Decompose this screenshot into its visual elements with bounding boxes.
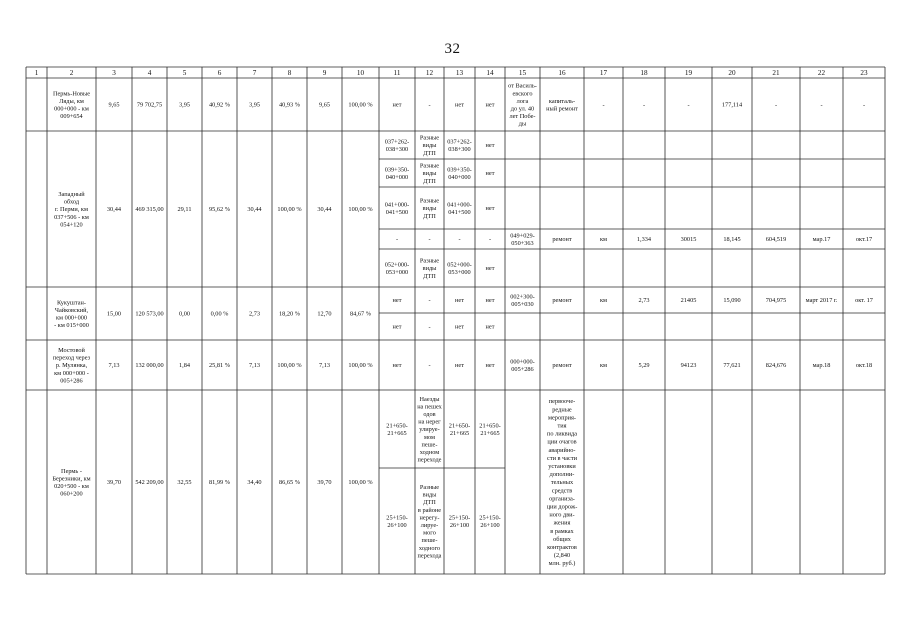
cell-text: нет (485, 323, 495, 331)
cell-text: нет (485, 142, 495, 150)
cell-text: Разные виды ДТП в районе нерегу-лируе-мого пеше-ходного перехода (417, 484, 442, 560)
cell-text: нет (485, 170, 495, 178)
cell-text: 002+300-005+030 (510, 293, 535, 308)
cell-text: - (428, 362, 431, 370)
column-number: 22 (817, 69, 826, 77)
cell-text: 037+262-038+300 (447, 138, 472, 153)
cell-value: 95,62 % (209, 206, 230, 214)
column-number: 15 (518, 69, 527, 77)
cell-text: нет (455, 323, 464, 331)
road-name: Пермь-Новые Ляды, км 000+000 - км 009+654 (52, 90, 91, 121)
cell-text: нет (485, 265, 495, 273)
cell-value: 0,00 % (210, 310, 229, 318)
column-number: 19 (684, 69, 693, 77)
cell-value: 86,65 % (279, 479, 300, 487)
cell-text: 30015 (680, 236, 697, 244)
cell-value: 18,20 % (279, 310, 300, 318)
cell-text: - (458, 236, 461, 244)
column-number: 3 (112, 69, 116, 77)
cell-text: нет (392, 297, 402, 305)
cell-value: 469 315,00 (135, 206, 164, 214)
cell-text: Разные виды ДТП (419, 257, 440, 280)
cell-text: - (395, 236, 399, 244)
cell-value: 2,73 (248, 310, 261, 318)
cell-text: нет (485, 297, 495, 305)
cell-value: 40,92 % (209, 101, 230, 109)
cell-text: нет (392, 101, 402, 109)
column-number: 12 (425, 69, 434, 77)
cell-value: 40,93 % (279, 101, 300, 109)
cell-text: - (774, 101, 778, 109)
column-number: 4 (147, 69, 152, 77)
cell-text: - (488, 236, 492, 244)
cell-text: окт.17 (855, 236, 873, 244)
cell-text: 177,114 (721, 101, 743, 109)
cell-value: 542 209,00 (135, 479, 164, 487)
cell-text: - (428, 236, 431, 244)
cell-text: 21+650-21+665 (479, 422, 501, 437)
cell-text: 18,145 (723, 236, 741, 244)
cell-text: нет (485, 101, 495, 109)
cell-value: 100,00 % (277, 362, 302, 370)
cell-value: 100,00 % (277, 206, 302, 214)
cell-value: 7,13 (318, 362, 331, 370)
cell-text: 604,519 (765, 236, 787, 244)
cell-text: капиталь-ный ремонт (546, 97, 578, 113)
cell-value: 9,65 (108, 101, 120, 109)
cell-text: окт.18 (855, 362, 873, 370)
cell-text: - (428, 323, 431, 331)
cell-value: 120 573,00 (135, 310, 164, 318)
cell-text: 052+000-053+000 (447, 261, 472, 276)
cell-text: - (428, 101, 431, 109)
cell-value: 39,70 (317, 479, 332, 487)
cell-value: 30,44 (247, 206, 262, 214)
cell-value: 3,95 (178, 101, 191, 109)
cell-text: Наезды на пешех одов на нерег улируе-мом пеше-ходном переходе (417, 395, 442, 464)
column-number: 14 (486, 69, 494, 77)
cell-value: 15,00 (106, 310, 122, 318)
cell-value: 79 702,75 (136, 101, 163, 109)
cell-text: 21+650-21+665 (386, 422, 408, 437)
cell-value: 1,84 (178, 362, 191, 370)
cell-text: - (602, 101, 605, 109)
cell-text: 15,090 (723, 297, 741, 305)
cell-text: нет (455, 362, 464, 370)
cell-text: 77,621 (723, 362, 741, 370)
cell-value: 100,00 % (348, 479, 373, 487)
column-number: 8 (287, 69, 292, 77)
cell-text: нет (392, 323, 402, 331)
cell-text: нет (392, 362, 402, 370)
cell-value: 3,95 (248, 101, 261, 109)
page-number: 32 (444, 41, 461, 57)
road-name: Пермь -Березники, км 020+500 - км 060+200 (52, 467, 91, 498)
cell-text: 21405 (680, 297, 697, 305)
cell-text: Разные виды ДТП (419, 134, 440, 157)
cell-text: км (599, 297, 608, 305)
cell-text: 000+000-005+286 (510, 358, 535, 373)
cell-value: 25,81 % (209, 362, 230, 370)
cell-value: 132 000,00 (135, 362, 164, 370)
cell-text: 037+262-038+300 (384, 138, 410, 153)
column-number: 21 (772, 69, 780, 77)
column-number: 7 (252, 69, 257, 77)
cell-text: Разные виды ДТП (419, 197, 440, 220)
column-number: 18 (640, 69, 648, 77)
cell-value: 39,70 (106, 479, 122, 487)
cell-text: - (687, 101, 690, 109)
cell-text: 1,334 (636, 236, 652, 244)
cell-value: 100,00 % (348, 206, 373, 214)
cell-text: км (599, 236, 608, 244)
road-name: Кукуштан-Чайковский, км 000+000 - км 015+000 (54, 299, 89, 330)
cell-text: нет (455, 101, 464, 109)
cell-text: 704,975 (765, 297, 787, 305)
column-number: 17 (599, 69, 608, 77)
cell-text: - (820, 101, 823, 109)
cell-value: 30,44 (106, 206, 122, 214)
road-name: Западный обход г. Перми, км 037+506 - км 054+120 (54, 191, 89, 229)
cell-value: 30,44 (317, 206, 332, 214)
column-number: 2 (69, 69, 74, 77)
cell-text: - (428, 297, 431, 305)
cell-value: 29,11 (177, 206, 192, 214)
cell-text: 25+150-26+100 (448, 514, 471, 529)
column-number: 5 (182, 69, 187, 77)
column-number: 16 (558, 69, 566, 77)
cell-text: 2,73 (638, 297, 650, 305)
cell-text: 824,676 (765, 362, 787, 370)
cell-value: 9,65 (318, 101, 331, 109)
cell-value: 100,00 % (348, 101, 373, 109)
column-number: 23 (860, 69, 868, 77)
cell-value: 81,99 % (209, 479, 230, 487)
cell-text: 049+029-050+363 (510, 232, 535, 247)
column-number: 6 (217, 69, 222, 77)
cell-text: км (599, 362, 608, 370)
cell-text: 041+000-041+500 (384, 201, 410, 216)
cell-value: 7,13 (108, 362, 120, 370)
cell-text: март 2017 г. (805, 297, 838, 305)
road-name: Мостовой переход через р. Мулянка, км 000+000 -005+286 (52, 347, 91, 385)
cell-text: 25+150-26+100 (479, 514, 501, 529)
cell-text: - (642, 101, 646, 109)
column-number: 13 (455, 69, 464, 77)
measures-text: первооче-редные мероприя-тия по ликвида ции очагов аварийно-сти в части установки дополни-тельных средств организа-ции дорож-ного дви-жения в рамках общих контрактов (2,840 млн. руб.) (546, 398, 578, 568)
cell-value: 12,70 (317, 310, 332, 318)
cell-text: нет (485, 205, 495, 213)
cell-text: ремонт (552, 236, 572, 244)
cell-text: - (862, 101, 866, 109)
cell-text: ремонт (552, 362, 572, 370)
column-number: 11 (393, 69, 401, 77)
cell-value: 34,40 (247, 479, 262, 487)
cell-value: 7,13 (248, 362, 261, 370)
cell-text: 041+000-041+500 (447, 201, 472, 216)
column-number: 1 (34, 69, 39, 77)
cell-text: нет (485, 362, 495, 370)
cell-text: Разные виды ДТП (419, 162, 440, 185)
cell-value: 32,55 (177, 479, 192, 487)
cell-text: 039+350-040+000 (384, 166, 410, 181)
cell-text: 052+000-053+000 (384, 261, 410, 276)
cell-text: окт. 17 (855, 297, 873, 305)
cell-text: ремонт (552, 297, 572, 305)
column-number: 20 (728, 69, 736, 77)
column-number: 10 (356, 69, 365, 77)
cell-text: мар.18 (812, 362, 831, 370)
cell-value: 0,00 (178, 310, 191, 318)
column-number: 9 (322, 69, 327, 77)
cell-value: 84,67 % (350, 310, 371, 318)
cell-text: мар.17 (812, 236, 831, 244)
cell-value: 100,00 % (348, 362, 373, 370)
cell-text: нет (455, 297, 464, 305)
cell-text: 5,29 (638, 362, 650, 370)
cell-text: от Василь-евского лога до ул. 40 лет Побе-ды (508, 82, 537, 128)
cell-text: 039+350-040+000 (447, 166, 472, 181)
cell-text: 94123 (680, 362, 697, 370)
cell-text: 21+650-21+665 (448, 422, 471, 437)
cell-text: 25+150-26+100 (386, 514, 408, 529)
